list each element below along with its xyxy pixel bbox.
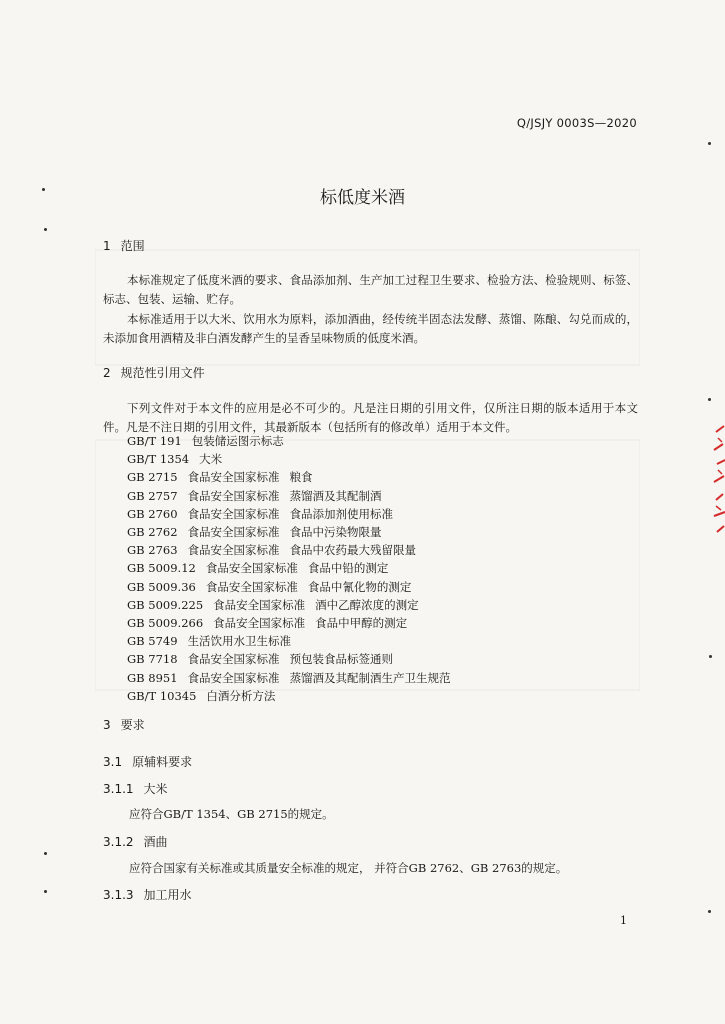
reference-item <box>127 523 451 541</box>
section-number: 3.1.1 <box>103 782 134 796</box>
reference-title: 包装储运图示标志 <box>191 434 284 448</box>
reference-code: GB 5009.225 <box>127 597 204 612</box>
reference-code: GB 2757 <box>127 488 178 503</box>
reference-item <box>127 614 451 632</box>
reference-item <box>127 559 451 577</box>
reference-subtitle: 食品添加剂使用标准 <box>289 506 394 521</box>
document-title: 标低度米酒 <box>320 188 405 208</box>
reference-item <box>127 578 451 596</box>
reference-code: GB 7718 <box>127 652 178 667</box>
scan-speck <box>708 142 711 145</box>
section-title: 酒曲 <box>143 835 168 849</box>
reference-title: 大米 <box>199 452 223 467</box>
reference-subtitle: 食品中污染物限量 <box>289 525 382 540</box>
reference-item <box>127 687 451 705</box>
red-seal-fragment <box>712 420 725 550</box>
section-number: 3.1 <box>103 755 123 769</box>
reference-item <box>127 432 451 450</box>
scan-speck <box>708 398 711 401</box>
scan-speck <box>708 910 711 913</box>
section-number: 3 <box>103 718 111 732</box>
section-3-1-2-heading <box>103 833 168 850</box>
reference-title: 食品安全国家标准 <box>213 616 306 631</box>
reference-code: GB 2760 <box>127 506 178 521</box>
section-2-heading <box>103 364 205 381</box>
reference-title: 食品安全国家标准 <box>187 506 280 521</box>
section-title: 要求 <box>120 718 145 732</box>
section-title: 范围 <box>120 239 145 253</box>
section-title: 原辅料要求 <box>132 755 193 769</box>
reference-title: 食品安全国家标准 <box>187 488 280 503</box>
section-number: 2 <box>103 366 111 380</box>
section-1-heading <box>103 237 145 254</box>
reference-title: 生活饮用水卫生标准 <box>187 634 292 649</box>
reference-subtitle: 蒸馏酒及其配制酒 <box>289 488 382 503</box>
rice-requirement-text: 应符合GB/T 1354、GB 2715的规定。 <box>129 807 334 821</box>
reference-item <box>127 632 451 650</box>
reference-list <box>127 432 451 705</box>
reference-subtitle: 食品中氰化物的测定 <box>307 579 412 594</box>
reference-item <box>127 650 451 668</box>
reference-subtitle: 食品中农药最大残留限量 <box>289 543 417 558</box>
reference-title: 食品安全国家标准 <box>187 525 280 540</box>
section-title: 大米 <box>143 782 168 796</box>
reference-code: GB/T 10345 <box>127 688 197 703</box>
reference-subtitle: 食品中甲醇的测定 <box>315 616 408 631</box>
reference-title: 食品安全国家标准 <box>213 597 306 612</box>
reference-subtitle: 酒中乙醇浓度的测定 <box>315 597 419 612</box>
section-3-1-1-heading <box>103 780 168 797</box>
reference-subtitle: 食品中铅的测定 <box>307 561 389 576</box>
reference-code: GB 8951 <box>127 670 178 685</box>
section-3-heading <box>103 716 145 733</box>
reference-code: GB 2762 <box>127 525 178 540</box>
reference-title: 食品安全国家标准 <box>205 561 298 576</box>
scan-speck <box>44 890 47 893</box>
section-3-1-heading <box>103 753 192 770</box>
reference-item <box>127 669 451 687</box>
koji-requirement-text: 应符合国家有关标准或其质量安全标准的规定， 并符合GB 2762、GB 2763的规定。 <box>129 861 568 875</box>
reference-item <box>127 487 451 505</box>
section-number: 1 <box>103 239 111 253</box>
reference-code: GB 5009.12 <box>127 561 196 576</box>
reference-code: GB 5009.266 <box>127 616 204 631</box>
normative-references-paragraph: 下列文件对于本文件的应用是必不可少的。凡是注日期的引用文件，仅所注日期的版本适用于本文件。凡是不注日期的引用文件，其最新版本（包括所有的修改单）适用于本文件。 <box>103 401 638 434</box>
scope-paragraph-1: 本标准规定了低度米酒的要求、食品添加剂、生产加工过程卫生要求、检验方法、检验规则、标签、标志、包装、运输、贮存。 <box>103 273 638 306</box>
reference-subtitle: 粮食 <box>289 470 313 485</box>
scope-paragraph-2: 本标准适用于以大米、饮用水为原料，添加酒曲，经传统半固态法发酵、蒸馏、陈酿、勾兑而成的，未添加食用酒精及非白酒发酵产生的呈香呈味物质的低度米酒。 <box>103 312 638 345</box>
reference-code: GB 5009.36 <box>127 579 196 594</box>
reference-title: 食品安全国家标准 <box>205 579 298 594</box>
reference-title: 食品安全国家标准 <box>187 543 280 558</box>
reference-title: 白酒分析方法 <box>206 688 276 703</box>
section-number: 3.1.2 <box>103 835 134 849</box>
section-title: 加工用水 <box>143 888 192 902</box>
reference-item <box>127 541 451 559</box>
reference-code: GB/T 1354 <box>127 452 190 467</box>
reference-subtitle: 蒸馏酒及其配制酒生产卫生规范 <box>289 670 451 685</box>
reference-item <box>127 450 451 468</box>
reference-title: 食品安全国家标准 <box>187 470 280 485</box>
standard-code: Q/JSJY 0003S—2020 <box>516 116 637 130</box>
page-number: 1 <box>620 914 627 927</box>
section-title: 规范性引用文件 <box>120 366 205 380</box>
reference-code: GB 5749 <box>127 634 178 649</box>
section-number: 3.1.3 <box>103 888 134 902</box>
reference-title: 食品安全国家标准 <box>187 670 280 685</box>
reference-code: GB 2715 <box>127 470 178 485</box>
reference-title: 食品安全国家标准 <box>187 652 280 667</box>
reference-item <box>127 468 451 486</box>
scan-speck <box>44 852 47 855</box>
scan-speck <box>709 655 712 658</box>
reference-subtitle: 预包装食品标签通则 <box>289 652 394 667</box>
reference-item <box>127 596 451 614</box>
reference-code: GB/T 191 <box>127 434 182 448</box>
section-3-1-3-heading <box>103 886 192 903</box>
reference-code: GB 2763 <box>127 543 178 558</box>
scan-speck <box>44 228 47 231</box>
reference-item <box>127 505 451 523</box>
